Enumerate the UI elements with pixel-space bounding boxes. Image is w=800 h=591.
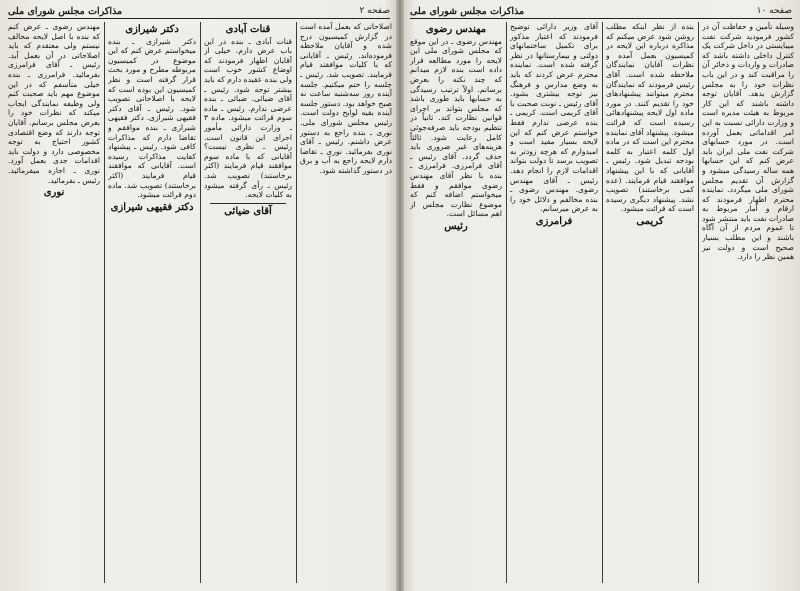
column-divider (296, 22, 297, 583)
column-text: آقای وزیر دارائی توضیح فرمودند که اعتبار مذکور برای تکمیل ساختمانهای دولتی و بیمارستانها در نظر گرفته شده است. نماینده محترم عرض کردند که باید به وضع مدارس و فرهنگ نیز توجه بیشتری بشود. آقای رئیس ـ نوبت صحبت با آقای کریمی است. کریمی ـ بنده عرضی ندارم فقط خواستم عرض کنم که این لایحه بسیار مفید است و امیدوارم که هرچه زودتر به تصویب برسد تا دولت بتواند اقدامات لازم را انجام دهد. رئیس ـ آقای مهندس رضوی. مهندس رضوی ـ بنده مخالفم و دلائل خود را به عرض میرسانم. (510, 22, 598, 214)
column-r2 (606, 22, 694, 585)
right-running-title: مذاکرات مجلس شورای ملی (410, 5, 525, 17)
column-r1 (702, 22, 794, 585)
section-heading: مهندس رضوی (425, 24, 487, 35)
separator (210, 203, 286, 204)
column-l4 (300, 22, 392, 585)
section-heading: دکتر فقیهی شیرازی (110, 201, 194, 213)
section-heading: دکتر شیرازی (125, 24, 179, 35)
right-running-head (410, 4, 792, 19)
section-heading: آقای ضیائی (224, 205, 272, 217)
column-text: اصلاحاتی که بعمل آمده است در گزارش کمیسیون درج شده و آقایان ملاحظه فرموده‌اند. رئیس ـ آقایانی که با کلیات موافقند قیام فرمایند. تصویب شد. رئیس ـ جلسه را ختم میکنیم. جلسه آینده روز سه‌شنبه ساعت نه صبح خواهد بود. دستور جلسه آینده بقیه لوایح دولت است. رئیس مجلس شورای ملی. نوری ـ بنده راجع به دستور عرض داشتم. رئیس ـ آقای نوری بفرمائید. نوری ـ تقاضا دارم لایحه راجع به آب و برق در دستور گذاشته شود. (300, 22, 392, 175)
column-divider (506, 22, 507, 583)
column-text: بنده از نظر اینکه مطلب روشن شود عرض میکنم که مذاکره درباره این لایحه در کمیسیون بعمل آمده و نظرات آقایان نمایندگان ملاحظه شده است. آقای رئیس فرمودند که نمایندگان محترم میتوانند پیشنهادهای خود را تقدیم کنند. در مورد ماده اول لایحه پیشنهادهائی رسیده است که قرائت میشود. پیشنهاد آقای نماینده محترم این است که در ماده اول کلمه اعتبار به کلمه بودجه تبدیل شود. رئیس ـ آقایانی که با این پیشنهاد موافقند قیام فرمایند. (عده کمی برخاستند) تصویب نشد. پیشنهاد دیگری رسیده است که قرائت میشود. (606, 22, 694, 214)
column-r4 (410, 22, 502, 585)
column-divider (698, 22, 699, 583)
column-divider (602, 22, 603, 583)
column-text: وسیله تأمین و حفاظت آن در کشور فرمودید شرکت نفت میبایستی در داخل شرکت یک کنترل داخلی داشته باشد که صادرات و واردات و ذخائر آن را مراقبت کند و در این باب نظرات خود را به مجلس گزارش بدهد. آقایان توجه داشته باشند که این کار مربوط به هیئت مدیره است و وزارت دارائی نسبت به این امر اقداماتی بعمل آورده است. در مورد حسابهای شرکت نفت ملی ایران باید عرض کنم که این حسابها همه ساله رسیدگی میشود و گزارش آن تقدیم مجلس شورای ملی میگردد. نماینده محترم اظهار فرمودند که ارقام و آمار مربوط به صادرات نفت باید منتشر شود تا عموم مردم از آن آگاه باشند و این مطلب بسیار صحیح است و دولت نیز همین نظر را دارد. (702, 22, 794, 262)
left-page-label: صفحه ۲ (359, 5, 390, 16)
column-text: دکتر شیرازی ـ بنده میخواستم عرض کنم که این موضوع در کمیسیون مربوطه مطرح و مورد بحث قرار گرفته است و نظر کمیسیون این بوده است که لایحه با اصلاحاتی تصویب شود. رئیس ـ آقای دکتر فقیهی شیرازی. دکتر فقیهی شیرازی ـ بنده موافقم و تقاضا دارم که مذاکرات کافی شود. رئیس ـ پیشنهاد کفایت مذاکرات رسیده است. آقایانی که موافقند قیام فرمایند (اکثر برخاستند) تصویب شد. ماده دوم قرائت میشود. (108, 36, 196, 200)
section-heading: قنات آبادی (225, 24, 271, 35)
left-running-head (8, 4, 390, 19)
column-r3 (510, 22, 598, 585)
section-heading: رئیس (444, 220, 468, 232)
column-text: قنات آبادی ـ بنده در این باب عرض دارم. خیلی از آقایان اظهار فرمودند که اوضاع کشور خوب است ولی بنده عقیده دارم که باید بیشتر توجه شود. رئیس ـ آقای ضیائی. ضیائی ـ بنده عرضی ندارم. رئیس ـ ماده سوم قرائت میشود. ماده ۳ ـ وزارت دارائی مأمور اجرای این قانون است. رئیس ـ نظری نیست؟ آقایانی که با ماده سوم موافقند قیام فرمایند (اکثر برخاستند) تصویب شد. رئیس ـ رأی گرفته میشود به کلیات لایحه. (204, 36, 292, 200)
column-l2 (108, 22, 196, 585)
left-page (0, 0, 398, 591)
left-running-title: مذاکرات مجلس شورای ملی (8, 5, 123, 17)
column-text: مهندس رضوی ـ عرض کنم که بنده با اصل لایحه مخالف نیستم ولی معتقدم که باید اصلاحاتی در آن بعمل آید. رئیس ـ آقای فرامرزی بفرمائید. فرامرزی ـ بنده خیلی متأسفم که در این موضوع مهم باید صحبت کنم ولی وظیفه نمایندگی ایجاب میکند که نظرات خود را بعرض مجلس برسانم. آقایان توجه دارند که وضع اقتصادی کشور احتیاج به توجه مخصوصی دارد و دولت باید اقدامات جدی بعمل آورد. نوری ـ اجازه میفرمائید. رئیس ـ بفرمائید. (8, 22, 100, 185)
column-divider (104, 22, 105, 583)
column-l3 (204, 22, 292, 585)
right-page-label: صفحه ۱۰ (756, 5, 792, 16)
section-heading: نوری (43, 187, 65, 199)
section-heading: فرامرزی (535, 215, 573, 227)
column-text: مهندس رضوی ـ در این موقع که مجلس شورای ملی این لایحه را مورد مطالعه قرار داده است بنده لازم میدانم که چند نکته را بعرض برسانم. اولاً ترتیب رسیدگی به حسابها باید طوری باشد که مجلس بتواند بر اجرای قوانین نظارت کند. ثانیاً در تنظیم بودجه باید صرفه‌جوئی کامل رعایت شود. ثالثاً هزینه‌های غیر ضروری باید حذف گردد. آقای رئیس ـ آقای فرامرزی. فرامرزی ـ بنده با نظر آقای مهندس رضوی موافقم و فقط میخواستم اضافه کنم که موضوع نظارت مجلس از اهم مسائل است. (410, 36, 502, 219)
column-l1 (8, 22, 100, 585)
column-divider (200, 22, 201, 583)
section-heading: کریمی (636, 215, 664, 227)
right-page (402, 0, 800, 591)
